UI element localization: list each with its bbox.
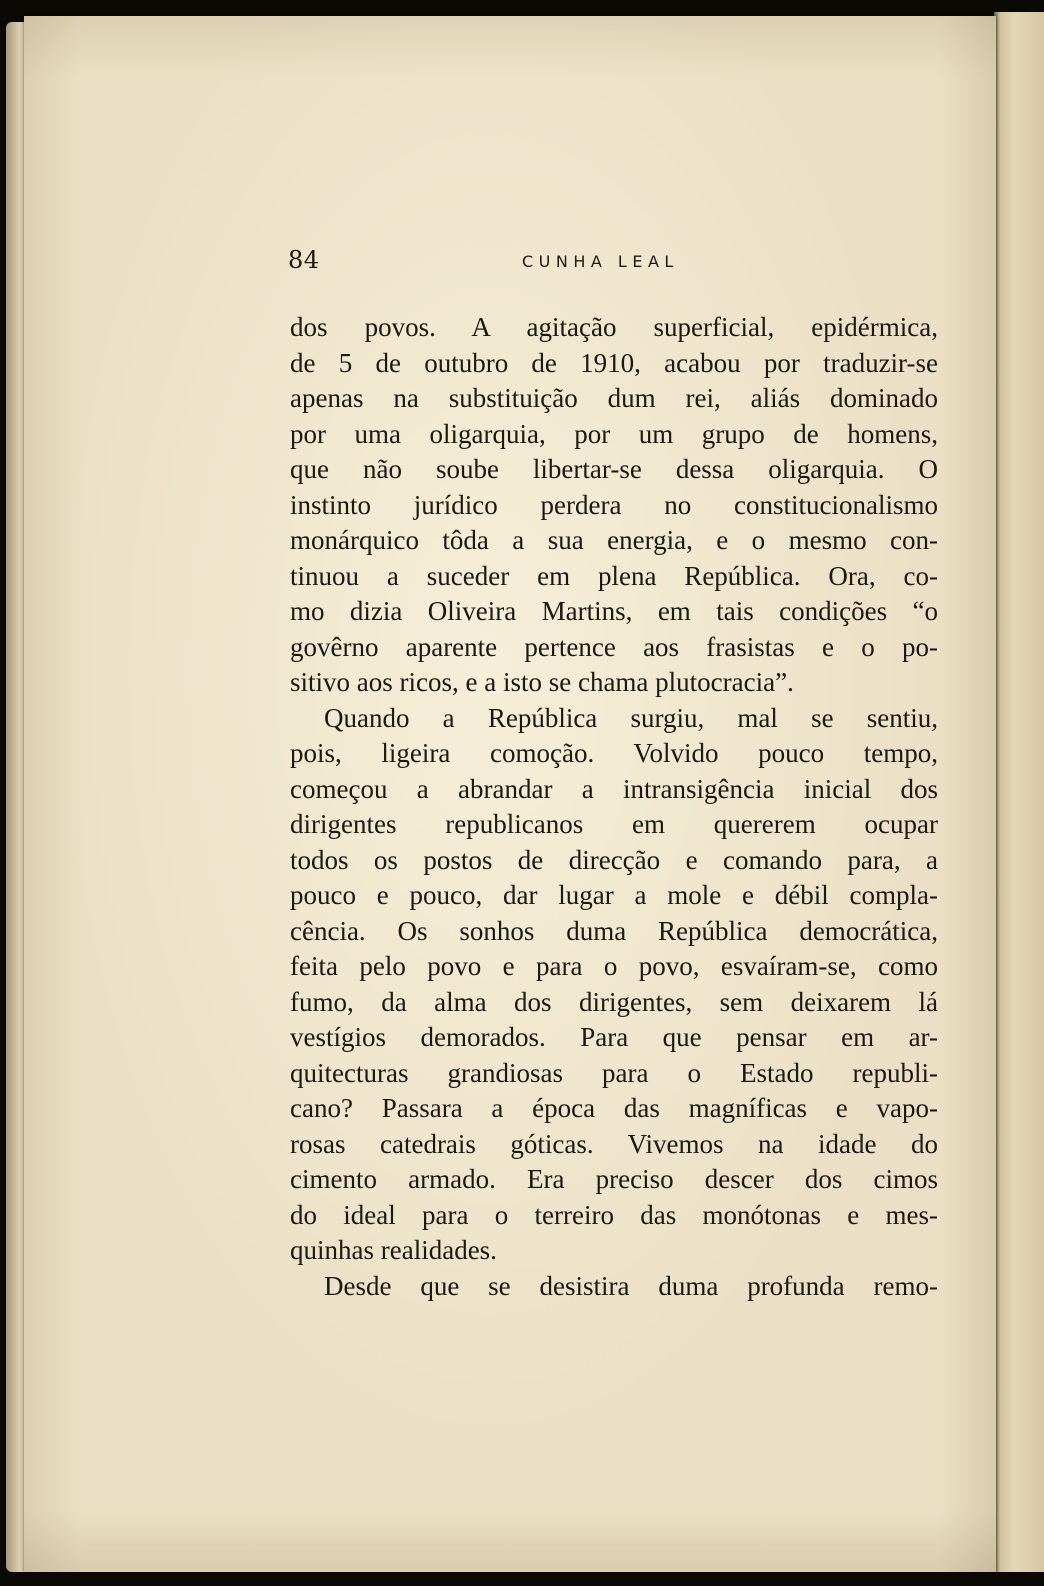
text-line: do ideal para o terreiro das monótonas e mes- [290, 1199, 938, 1230]
page-number: 84 [288, 246, 320, 274]
text-line: apenas na substituição dum rei, aliás dominado [290, 383, 938, 413]
text-line: todos os postos de direcção e comando para, a [290, 844, 938, 875]
running-head: CUNHA LEAL [522, 252, 679, 271]
text-line: pouco e pouco, dar lugar a mole e débil compla- [290, 880, 938, 910]
text-line: mo dizia Oliveira Martins, em tais condições “o [290, 596, 938, 626]
body-text [290, 310, 938, 1304]
text-line: govêrno aparente pertence aos frasistas e o po- [290, 631, 938, 662]
text-line: vestígios demorados. Para que pensar em ar- [290, 1022, 938, 1052]
text-line: monárquico tôda a sua energia, e o mesmo con- [290, 525, 938, 555]
text-line: quitecturas grandiosas para o Estado republi- [290, 1057, 938, 1088]
text-line: rosas catedrais góticas. Vivemos na idade do [290, 1128, 938, 1159]
text-line: instinto jurídico perdera no constitucionalismo [290, 489, 938, 520]
adjacent-page-edge [994, 12, 1044, 1572]
text-line: quinhas realidades. [290, 1235, 497, 1265]
text-line: dos povos. A agitação superficial, epidérmica, [290, 312, 938, 342]
text-line: pois, ligeira comoção. Volvido pouco tempo, [290, 738, 938, 768]
text-line: cimento armado. Era preciso descer dos cimos [290, 1164, 938, 1194]
text-line: sitivo aos ricos, e a isto se chama plutocracia”. [290, 667, 794, 697]
text-line: cano? Passara a época das magníficas e vapo- [290, 1093, 938, 1123]
text-line: de 5 de outubro de 1910, acabou por traduzir-se [290, 347, 938, 378]
text-line: Quando a República surgiu, mal se sentiu, [324, 702, 938, 733]
text-line: feita pelo povo e para o povo, esvaíram-se, como [290, 951, 938, 981]
text-line: que não soube libertar-se dessa oligarquia. O [290, 454, 938, 484]
text-line: fumo, da alma dos dirigentes, sem deixarem lá [290, 986, 938, 1017]
text-line: por uma oligarquia, por um grupo de homens, [290, 418, 938, 449]
text-line: começou a abrandar a intransigência inicial dos [290, 773, 938, 804]
text-line: tinuou a suceder em plena República. Ora, co- [290, 560, 938, 591]
text-line: cência. Os sonhos duma República democrática, [290, 915, 938, 946]
text-line: Desde que se desistira duma profunda remo- [324, 1270, 938, 1301]
text-line: dirigentes republicanos em quererem ocupar [290, 809, 938, 839]
